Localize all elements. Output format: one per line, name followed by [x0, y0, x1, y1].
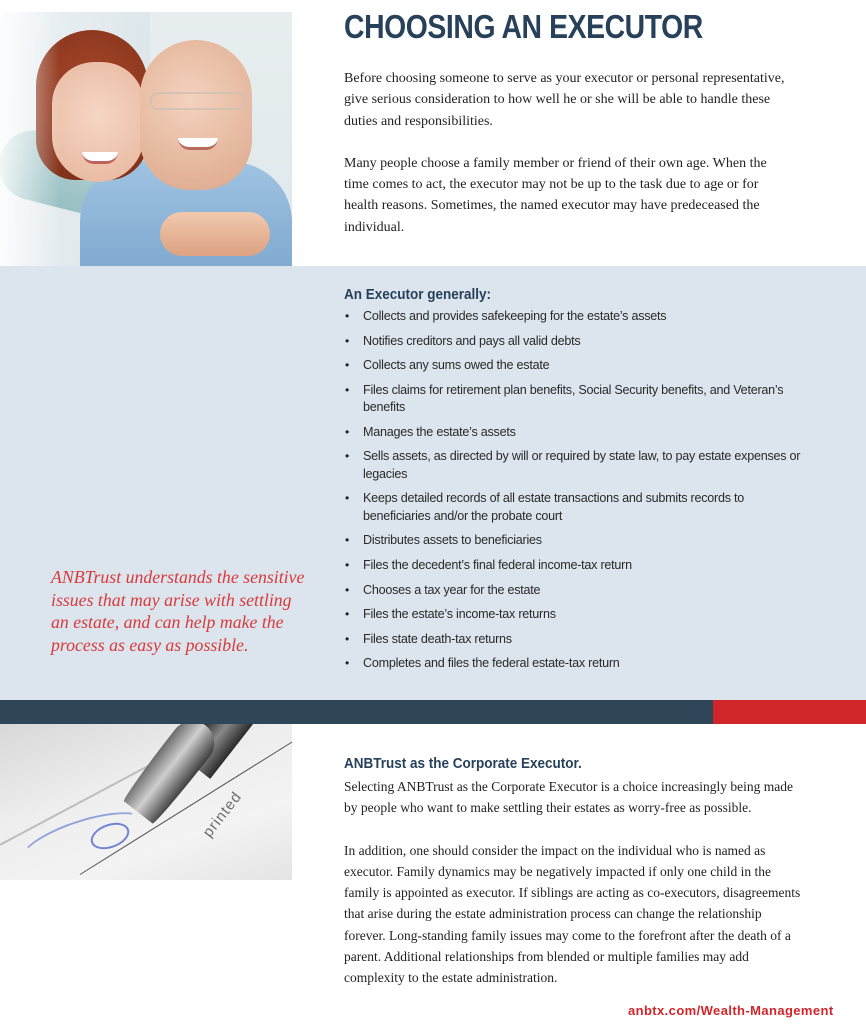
intro-paragraph: Many people choose a family member or friend of their own age. When the time comes to act, the executor may not be up to the task due to age or for health reasons. Sometimes, the named executor may have predeceased the individual. — [344, 155, 767, 235]
intro-paragraph: Before choosing someone to serve as your executor or personal representative, give serious consideration to how well he or she will be able to handle these duties and responsibilities. — [344, 71, 785, 129]
list-item-text: Notifies creditors and pays all valid debts — [363, 333, 581, 348]
list-item — [344, 333, 804, 350]
bullet-icon: • — [345, 607, 350, 622]
page-title: CHOOSING AN EXECUTOR — [344, 8, 703, 45]
pen-signing-photo — [0, 724, 292, 880]
list-item-text: Files the decedent’s final federal income-tax return — [363, 557, 632, 572]
list-item — [344, 448, 804, 483]
duties-heading: An Executor generally: — [344, 286, 492, 303]
bullet-icon: • — [345, 424, 350, 439]
list-item-text: Collects and provides safekeeping for the estate’s assets — [363, 309, 667, 323]
corporate-section — [344, 776, 804, 1010]
bullet-icon: • — [345, 382, 350, 397]
list-item-text: Files the estate’s income-tax returns — [363, 607, 556, 622]
list-item — [344, 532, 804, 549]
corporate-heading: ANBTrust as the Corporate Executor. — [344, 755, 582, 772]
bullet-icon: • — [345, 533, 350, 548]
bullet-icon: • — [345, 631, 350, 646]
list-item-text: Sells assets, as directed by will or required by state law, to pay estate expenses or legacies — [363, 449, 801, 481]
list-item — [344, 424, 804, 441]
photo-glasses — [150, 92, 246, 110]
list-item-text: Manages the estate’s assets — [363, 424, 516, 439]
couple-photo — [0, 12, 292, 266]
callout-quote: ANBTrust understands the sensitive issues that may arise with settling an estate, and can help make the process as easy as possible. — [51, 567, 305, 655]
intro-section — [344, 68, 794, 259]
photo-printed-text: printed — [199, 788, 246, 841]
photo-hand — [160, 212, 270, 256]
bullet-icon: • — [345, 333, 350, 348]
list-item — [344, 308, 804, 325]
photo-woman-face — [52, 62, 144, 182]
list-item-text: Collects any sums owed the estate — [363, 358, 550, 373]
divider-bar-red — [713, 700, 866, 724]
duties-list — [344, 308, 804, 680]
divider-bar-navy — [0, 700, 713, 724]
photo-smile — [178, 138, 218, 150]
corporate-paragraph: Selecting ANBTrust as the Corporate Executor is a choice increasingly being made by people who want to make settling their estates as worry-free as possible. — [344, 779, 794, 816]
photo-ink-stroke — [15, 801, 151, 879]
photo-man-head — [140, 40, 252, 190]
bullet-icon: • — [345, 582, 350, 597]
website-link[interactable]: anbtx.com/Wealth-Management — [628, 1003, 834, 1018]
list-item — [344, 357, 804, 374]
corporate-paragraph: In addition, one should consider the impact on the individual who is named as executor. Family dynamics may be negatively impacted if only one child in the family is appointed as executor. If siblings are acting as co-executors, disagreements that arise during the estate administration process can change the relationship forever. Long-standing family issues may come to the forefront after the death of a parent. Additional relationships from blended or multiple families may add complexity to the estate administration. — [344, 842, 801, 986]
list-item-text: Keeps detailed records of all estate transactions and submits records to beneficiaries and/or the probate court — [363, 491, 745, 523]
list-item — [344, 606, 804, 623]
bullet-icon: • — [345, 491, 350, 506]
list-item — [344, 655, 804, 672]
list-item-text: Files state death-tax returns — [363, 631, 512, 646]
list-item — [344, 631, 804, 648]
list-item — [344, 490, 804, 525]
photo-fade — [0, 12, 60, 266]
list-item-text: Files claims for retirement plan benefits, Social Security benefits, and Veteran’s benefits — [363, 382, 784, 415]
bullet-icon: • — [345, 557, 350, 572]
bullet-icon: • — [345, 656, 350, 671]
list-item — [344, 382, 804, 417]
bullet-icon: • — [345, 358, 350, 373]
list-item — [344, 557, 804, 574]
list-item — [344, 582, 804, 599]
list-item-text: Chooses a tax year for the estate — [363, 582, 541, 597]
list-item-text: Distributes assets to beneficiaries — [363, 533, 542, 548]
list-item-text: Completes and files the federal estate-tax return — [363, 656, 620, 671]
bullet-icon: • — [345, 309, 350, 323]
bullet-icon: • — [345, 449, 350, 464]
